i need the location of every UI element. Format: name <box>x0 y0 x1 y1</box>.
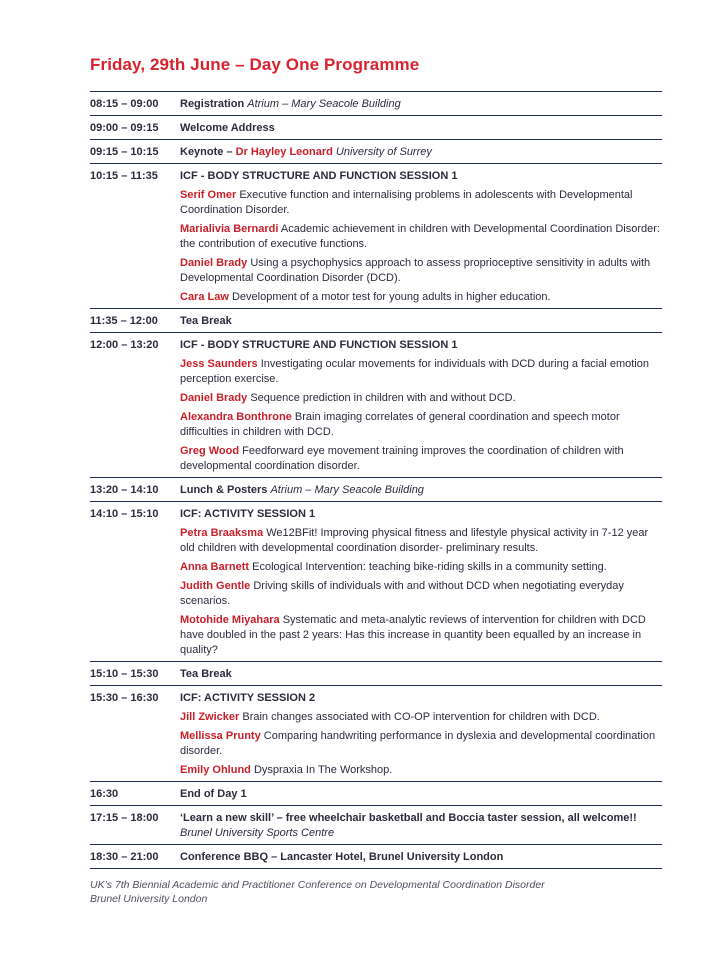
talk-title: Sequence prediction in children with and without DCD. <box>250 392 516 404</box>
page-title: Friday, 29th June – Day One Programme <box>90 55 420 74</box>
talk-item <box>180 222 662 252</box>
time-slot: 11:35 – 12:00 <box>90 315 158 327</box>
time-slot: 08:15 – 09:00 <box>90 98 159 110</box>
talk-title: Driving skills of individuals with and without DCD when negotiating everyday scenarios. <box>180 580 624 607</box>
schedule-row <box>90 662 662 686</box>
talk-item <box>180 729 662 759</box>
talk-item <box>180 444 662 474</box>
session-content <box>180 849 662 865</box>
talk-title: Ecological Intervention: teaching bike-riding skills in a community setting. <box>252 561 607 573</box>
time-slot: 17:15 – 18:00 <box>90 812 159 824</box>
footer-university: Brunel University London <box>90 893 208 905</box>
footer <box>90 878 662 906</box>
speaker-name: Alexandra Bonthrone <box>180 411 292 423</box>
speaker-affiliation: University of Surrey <box>335 146 432 158</box>
session-content <box>180 144 662 160</box>
session-title <box>180 120 662 136</box>
schedule-row <box>90 845 662 869</box>
schedule-row <box>90 140 662 164</box>
session-content <box>180 168 662 305</box>
talk-item <box>180 763 662 778</box>
talk-title: Systematic and meta-analytic reviews of intervention for children with DCD have doubled in the past 2 years: Has this increase in quantity been equalled by an increase in quality? <box>180 614 646 656</box>
session-title <box>180 690 662 706</box>
schedule-row <box>90 92 662 116</box>
speaker-name: Jess Saunders <box>180 358 258 370</box>
talk-item <box>180 410 662 440</box>
talk-item <box>180 710 662 725</box>
talk-item <box>180 391 662 406</box>
session-content <box>180 313 662 329</box>
session-title <box>180 482 662 498</box>
schedule-row <box>90 806 662 845</box>
schedule-row <box>90 116 662 140</box>
session-content <box>180 96 662 112</box>
schedule-row <box>90 164 662 309</box>
time-slot: 18:30 – 21:00 <box>90 851 159 863</box>
talk-item <box>180 256 662 286</box>
session-title <box>180 786 662 802</box>
speaker-name: Cara Law <box>180 291 229 303</box>
schedule-row <box>90 686 662 782</box>
session-title <box>180 168 662 184</box>
speaker-name: Judith Gentle <box>180 580 251 592</box>
session-venue: Brunel University Sports Centre <box>180 827 335 839</box>
session-heading: ICF: ACTIVITY SESSION 2 <box>180 692 316 704</box>
session-heading: Conference BBQ – Lancaster Hotel, Brunel University London <box>180 851 504 863</box>
session-content <box>180 810 662 841</box>
session-heading: Keynote – <box>180 146 233 158</box>
session-location: Atrium – Mary Seacole Building <box>270 484 424 496</box>
session-location: Atrium – Mary Seacole Building <box>247 98 401 110</box>
session-heading: ICF - BODY STRUCTURE AND FUNCTION SESSION 1 <box>180 339 458 351</box>
talk-item <box>180 613 662 658</box>
speaker-name: Emily Ohlund <box>180 764 251 776</box>
talk-title: Executive function and internalising problems in adolescents with Developmental Coordination Disorder. <box>180 189 633 216</box>
talk-title: Brain changes associated with CO-OP intervention for children with DCD. <box>242 711 600 723</box>
speaker-name: Petra Braaksma <box>180 527 264 539</box>
session-heading: Tea Break <box>180 315 232 327</box>
speaker-name: Greg Wood <box>180 445 240 457</box>
talk-item <box>180 579 662 609</box>
session-title <box>180 849 662 865</box>
speaker-name: Daniel Brady <box>180 392 248 404</box>
speaker-name: Jill Zwicker <box>180 711 240 723</box>
speaker-name: Marialivia Bernardi <box>180 223 279 235</box>
session-title <box>180 810 662 826</box>
talk-item <box>180 188 662 218</box>
talk-title: Comparing handwriting performance in dyslexia and developmental coordination disorder. <box>180 730 656 757</box>
session-content <box>180 506 662 658</box>
session-content <box>180 690 662 778</box>
session-heading: Lunch & Posters <box>180 484 268 496</box>
session-heading: ICF: ACTIVITY SESSION 1 <box>180 508 316 520</box>
session-heading: Welcome Address <box>180 122 275 134</box>
time-slot: 10:15 – 11:35 <box>90 170 158 182</box>
talk-title: Using a psychophysics approach to assess proprioceptive sensitivity in adults with Developmental Coordination Disorder (DCD). <box>180 257 651 284</box>
session-title <box>180 96 662 112</box>
speaker-name: Mellissa Prunty <box>180 730 261 742</box>
session-heading: Registration <box>180 98 245 110</box>
session-title <box>180 313 662 329</box>
talk-title: Development of a motor test for young adults in higher education. <box>231 291 551 303</box>
session-heading: ‘Learn a new skill’ – free wheelchair basketball and Boccia taster session, all welcome!! <box>180 812 637 824</box>
speaker-name: Anna Barnett <box>180 561 250 573</box>
session-content <box>180 337 662 474</box>
talk-title: Brain imaging correlates of general coordination and speech motor difficulties in children with DCD. <box>180 411 620 438</box>
talk-title: Academic achievement in children with Developmental Coordination Disorder: the contribution of executive functions. <box>180 223 660 250</box>
schedule-row <box>90 309 662 333</box>
time-slot: 12:00 – 13:20 <box>90 339 159 351</box>
session-heading: Tea Break <box>180 668 232 680</box>
session-title <box>180 337 662 353</box>
schedule-row <box>90 782 662 806</box>
talk-item <box>180 357 662 387</box>
speaker-name: Daniel Brady <box>180 257 248 269</box>
talk-title: Investigating ocular movements for individuals with DCD during a facial emotion perception exercise. <box>180 358 649 385</box>
time-slot: 13:20 – 14:10 <box>90 484 159 496</box>
time-slot: 09:00 – 09:15 <box>90 122 159 134</box>
talk-item <box>180 560 662 575</box>
session-content <box>180 482 662 498</box>
time-slot: 14:10 – 15:10 <box>90 508 159 520</box>
schedule-row <box>90 502 662 662</box>
session-title <box>180 506 662 522</box>
footer-conference: UK’s 7th Biennial Academic and Practitioner Conference on Developmental Coordination Disorder <box>90 879 545 891</box>
keynote-speaker: Dr Hayley Leonard <box>235 146 333 158</box>
session-content <box>180 786 662 802</box>
session-title <box>180 666 662 682</box>
session-content <box>180 120 662 136</box>
talk-title: Feedforward eye movement training improves the coordination of children with developmental coordination disorder. <box>180 445 624 472</box>
schedule-table <box>90 91 662 869</box>
speaker-name: Motohide Miyahara <box>180 614 280 626</box>
time-slot: 15:30 – 16:30 <box>90 692 159 704</box>
schedule-row <box>90 478 662 502</box>
talk-title: We12BFit! Improving physical fitness and lifestyle physical activity in 7-12 year old children with developmental coordination disorder- preliminary results. <box>180 527 649 554</box>
session-heading: ICF - BODY STRUCTURE AND FUNCTION SESSION 1 <box>180 170 458 182</box>
session-title <box>180 144 662 160</box>
talk-item <box>180 290 662 305</box>
talk-title: Dyspraxia In The Workshop. <box>253 764 393 776</box>
session-heading: End of Day 1 <box>180 788 247 800</box>
speaker-name: Serif Omer <box>180 189 237 201</box>
time-slot: 15:10 – 15:30 <box>90 668 159 680</box>
session-content <box>180 666 662 682</box>
talk-item <box>180 526 662 556</box>
schedule-row <box>90 333 662 478</box>
time-slot: 16:30 <box>90 788 119 800</box>
time-slot: 09:15 – 10:15 <box>90 146 159 158</box>
programme-page <box>90 55 662 906</box>
